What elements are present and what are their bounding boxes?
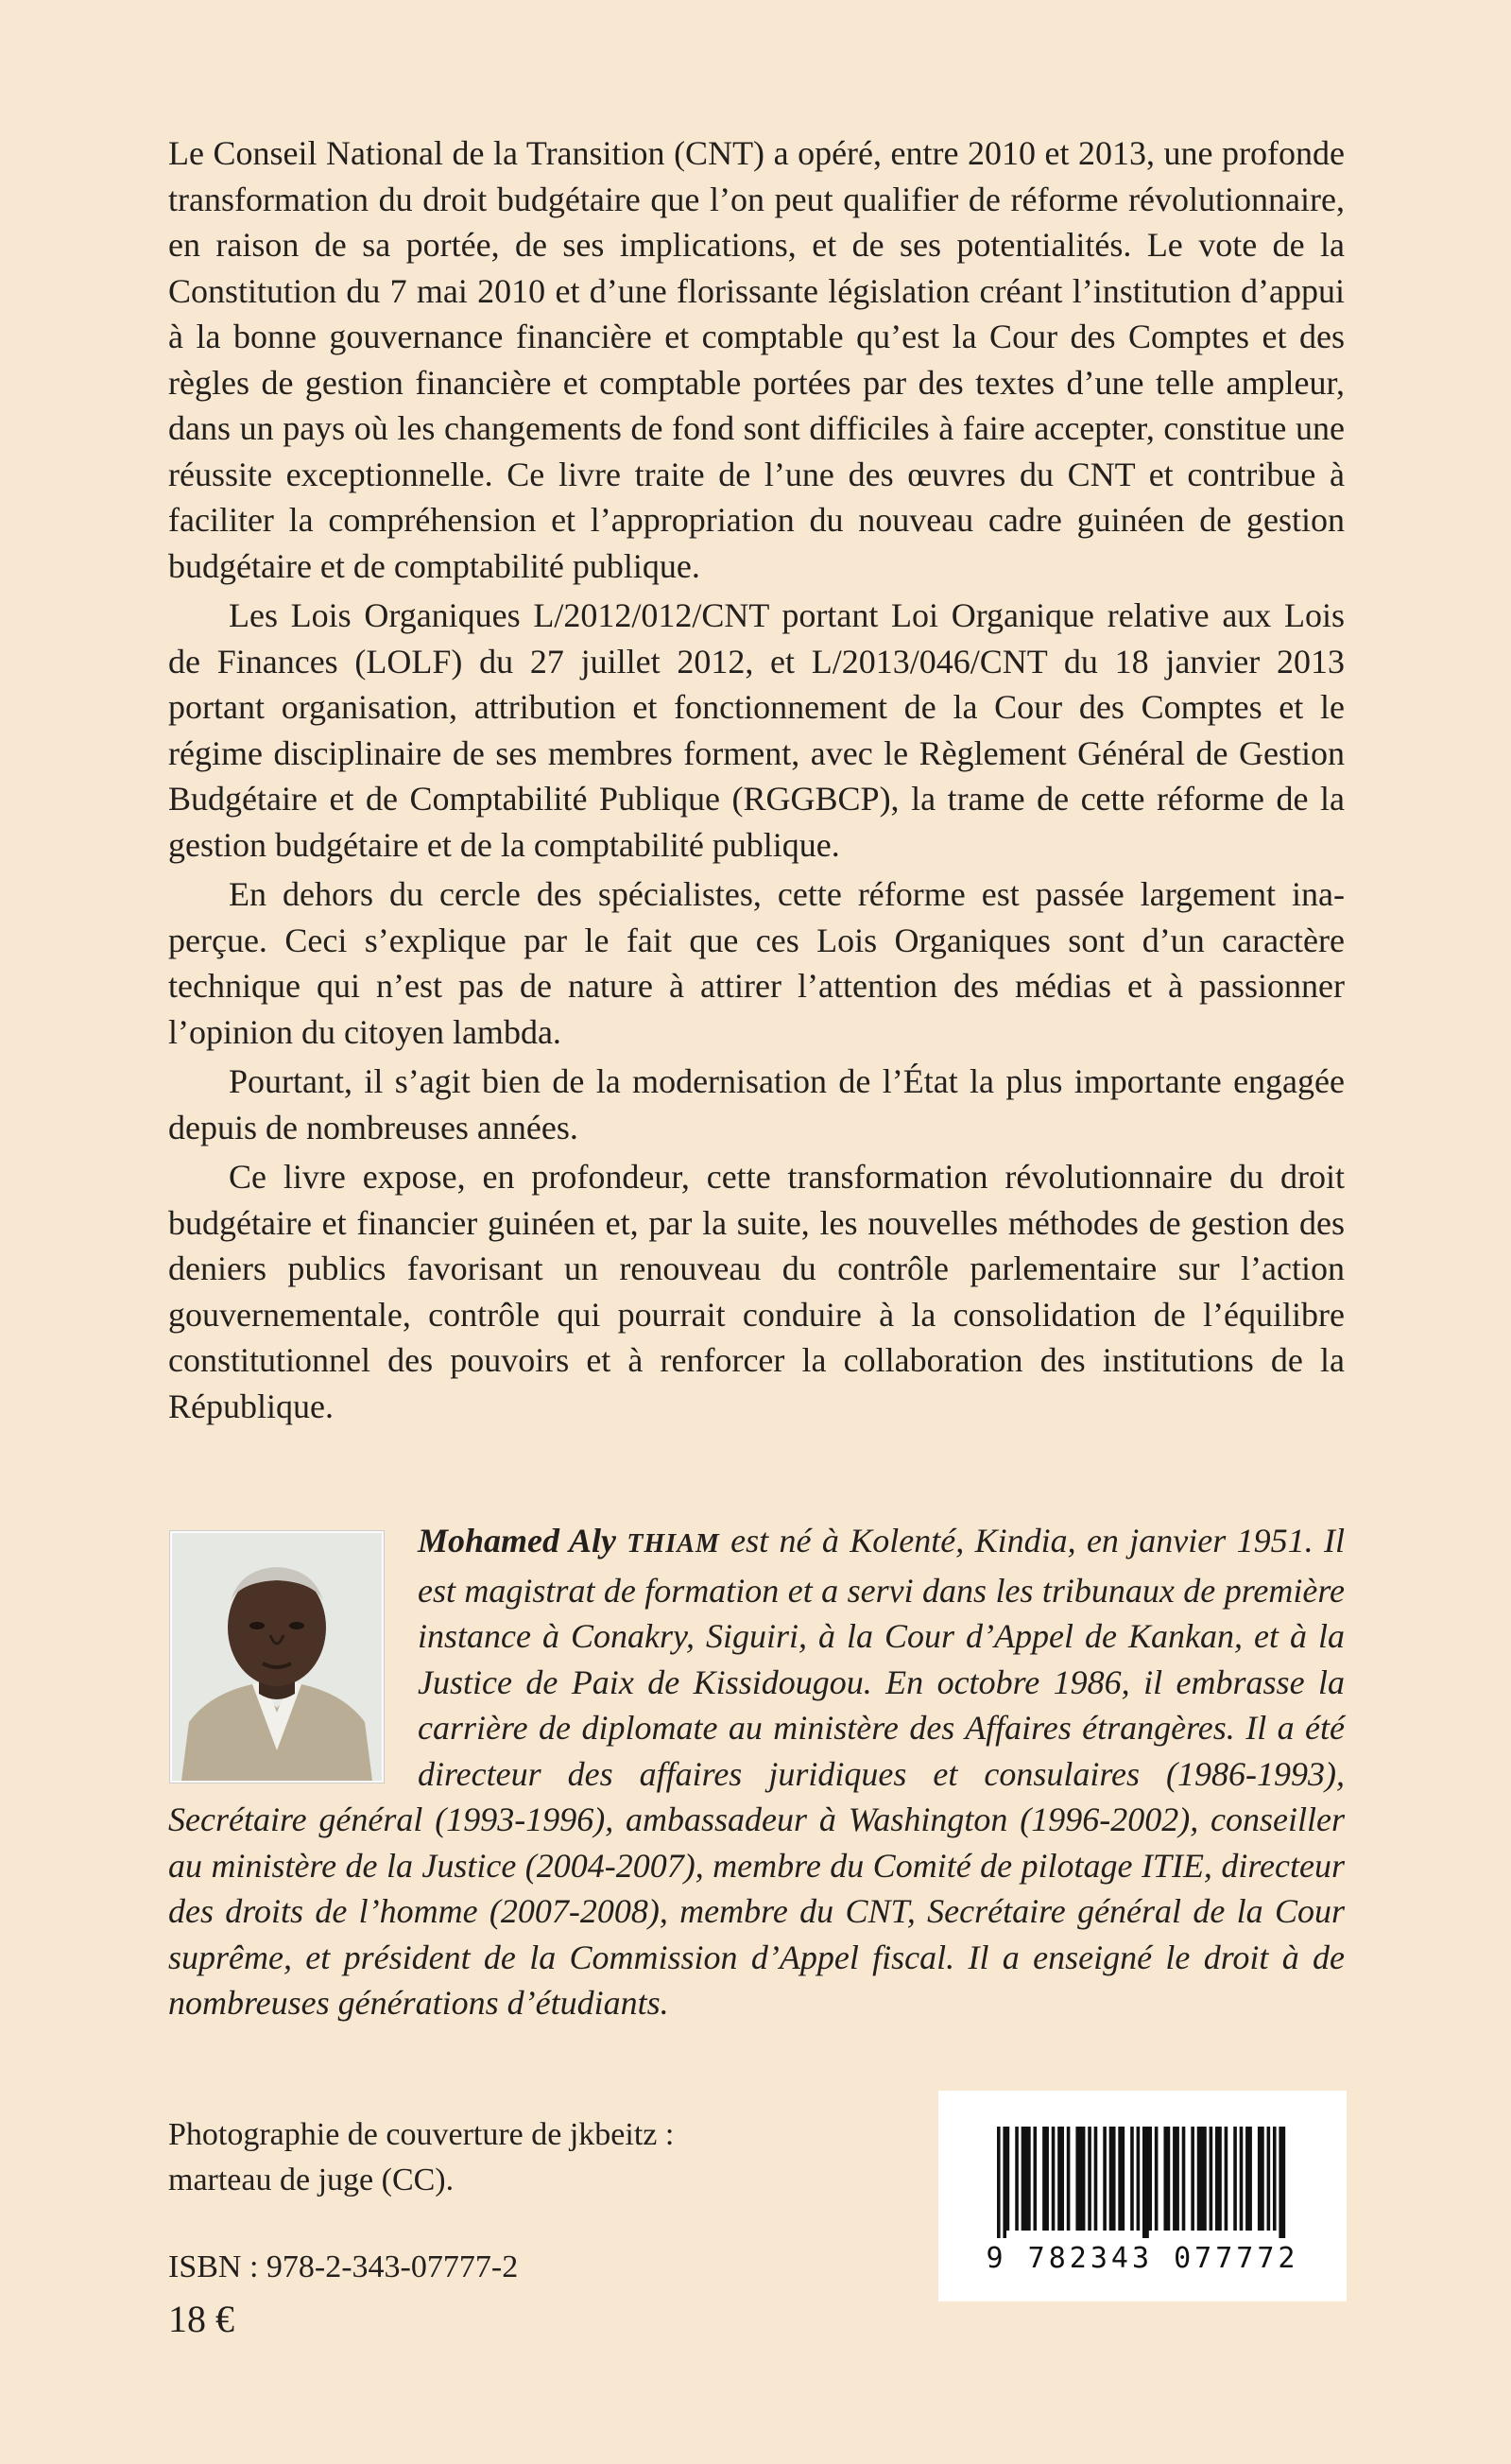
- price: 18 €: [168, 2298, 234, 2340]
- barcode-bar: [1218, 2127, 1222, 2231]
- photo-credit-line-1: Photographie de couverture de jkbeitz :: [168, 2117, 675, 2152]
- barcode-bar: [1245, 2127, 1249, 2231]
- barcode-bar: [1094, 2127, 1098, 2231]
- barcode-bar: [1052, 2127, 1056, 2231]
- barcode-bar: [1137, 2127, 1141, 2231]
- author-bio: [168, 1518, 1345, 2026]
- barcode-bar: [1167, 2127, 1171, 2231]
- barcode-bar: [1142, 2127, 1146, 2238]
- barcode-bar: [1109, 2127, 1113, 2231]
- description-text: [168, 130, 1345, 1429]
- barcode-bar: [1060, 2127, 1064, 2231]
- barcode-bar: [1045, 2127, 1049, 2231]
- barcode-bar: [1233, 2127, 1237, 2231]
- barcode-bar: [1075, 2127, 1079, 2231]
- barcode: [938, 2091, 1347, 2301]
- barcode-bars: [997, 2127, 1288, 2238]
- barcode-bar: [1148, 2127, 1152, 2231]
- barcode-bar: [1267, 2127, 1271, 2231]
- barcode-bar: [1248, 2127, 1252, 2231]
- barcode-bar: [1003, 2127, 1006, 2238]
- barcode-bar: [1282, 2127, 1286, 2238]
- barcode-bar: [1042, 2127, 1046, 2231]
- barcode-bar: [1200, 2127, 1204, 2231]
- barcode-bar: [1067, 2127, 1071, 2231]
- paragraph-2: Les Lois Organiques L/2012/012/CNT portant Loi Organique relative aux Lois de Finances (LOLF) du 27 juillet 2012, et L/2013/046/CNT du 18 janvier 2013 portant organisation, attribution et fonctionnement de la Cour des Comptes et le régime disciplinaire de ses membres forment, avec le Règlement Général de Gestion Budgétaire et de Comptabilité Publique (RGGBCP), la trame de cette réforme de la gestion budgétaire et de la comptabilité publique.: [168, 596, 1345, 864]
- barcode-bar: [1122, 2127, 1125, 2231]
- barcode-bar: [1015, 2127, 1019, 2231]
- barcode-bar: [1203, 2127, 1207, 2231]
- photo-credit: [168, 2112, 674, 2203]
- photo-credit-line-2: marteau de juge (CC).: [168, 2162, 455, 2197]
- barcode-bar: [1176, 2127, 1179, 2231]
- barcode-bar: [1191, 2127, 1194, 2231]
- author-name: [418, 1522, 720, 1559]
- barcode-bar: [1006, 2127, 1010, 2231]
- barcode-bar: [1034, 2127, 1038, 2231]
- barcode-bar: [1112, 2127, 1116, 2231]
- barcode-bar: [1197, 2127, 1201, 2231]
- barcode-bar: [1057, 2127, 1061, 2231]
- author-bio-text: est né à Kolenté, Kindia, en janvier 1951. Il est magistrat de formation et a servi dans les tribunaux de première instance à Conakry, Siguiri, à la Cour d’Appel de Kankan, et à la Justice de Paix de Kissidougou. En octobre 1986, il embrasse la carrière de diplomate au ministère des Affaires étrangères. Il a été directeur des affaires juridiques et consulaires (1986-1993), Secrétaire général (1993-1996), ambassadeur à Washington (1996-2002), conseiller au ministère de la Justice (2004-2007), membre du Comité de pilotage ITIE, directeur des droits de l’homme (2007-2008), membre du CNT, Secrétaire général de la Cour suprême, et président de la Commission d’Appel fiscal. Il a enseigné le droit à de nombreuses générations d’étudiants.: [168, 1522, 1346, 2022]
- paragraph-4: Pourtant, il s’agit bien de la modernisation de l’État la plus importante engagée depuis de nombreuses années.: [168, 1062, 1345, 1146]
- paragraph-3: En dehors du cercle des spécialistes, cette réforme est passée largement inaperçue. Ceci s’explique par le fait que ces Lois Organiques sont d’un caractère technique qui n’est pas de nature à attirer l’attention des médias et à passionner l’opinion du citoyen lambda.: [168, 875, 1345, 1051]
- barcode-bar: [1225, 2127, 1228, 2231]
- barcode-bar: [1182, 2127, 1186, 2231]
- isbn: ISBN : 978-2-343-07777-2: [168, 2249, 519, 2284]
- barcode-bar: [1240, 2127, 1244, 2231]
- barcode-bar: [997, 2127, 1001, 2238]
- author-portrait-image: [172, 1533, 382, 1781]
- barcode-bar: [1082, 2127, 1086, 2231]
- barcode-bar: [1118, 2127, 1122, 2231]
- barcode-bar: [1145, 2127, 1149, 2238]
- barcode-bar: [1079, 2127, 1083, 2231]
- barcode-bar: [1261, 2127, 1264, 2231]
- barcode-bar: [1130, 2127, 1134, 2231]
- barcode-bar: [1155, 2127, 1159, 2231]
- author-last-name: THIAM: [627, 1529, 720, 1559]
- barcode-bar: [1103, 2127, 1107, 2231]
- barcode-bar: [1163, 2127, 1167, 2231]
- barcode-bar: [1173, 2127, 1176, 2231]
- barcode-bar: [1088, 2127, 1091, 2231]
- barcode-digits: 9 782343 077772: [986, 2242, 1299, 2275]
- paragraph-5: Ce livre expose, en profondeur, cette transformation révolutionnaire du droit budgétaire et financier guinéen et, par la suite, les nouvelles méthodes de gestion des deniers publics favorisant un renouveau du contrôle parlementaire sur l’action gouvernementale, contrôle qui pourrait conduire à la consolidation de l’équilibre constitutionnel des pouvoirs et à renforcer la collaboration des institutions de la République.: [168, 1158, 1345, 1425]
- barcode-bar: [1210, 2127, 1213, 2231]
- barcode-bar: [1024, 2127, 1028, 2231]
- author-first-names: Mohamed Aly: [418, 1522, 627, 1559]
- barcode-bar: [1258, 2127, 1262, 2231]
- author-photo: [170, 1531, 384, 1783]
- barcode-bar: [1022, 2127, 1025, 2231]
- paragraph-1: Le Conseil National de la Transition (CNT) a opéré, entre 2010 et 2013, une profonde transformation du droit budgétaire que l’on peut qualifier de réforme révolutionnaire, en raison de sa portée, de ses implications, et de ses potentialités. Le vote de la Constitution du 7 mai 2010 et d’une florissante législation créant l’institution d’appui à la bonne gouvernance financière et comptable qu’est la Cour des Comptes et des règles de gestion financière et comptable portées par des textes d’une telle ampleur, dans un pays où les changements de fond sont difficiles à faire accepter, constitue une réussite exceptionnelle. Ce livre traite de l’une des œuvres du CNT et contribue à faciliter la compréhension et l’appropriation du nouveau cadre guinéen de gestion budgétaire et de comptabilité publique.: [168, 134, 1345, 585]
- barcode-bar: [1273, 2127, 1277, 2231]
- barcode-bar: [1027, 2127, 1031, 2231]
- barcode-bar: [1215, 2127, 1219, 2231]
- barcode-bar: [1279, 2127, 1282, 2238]
